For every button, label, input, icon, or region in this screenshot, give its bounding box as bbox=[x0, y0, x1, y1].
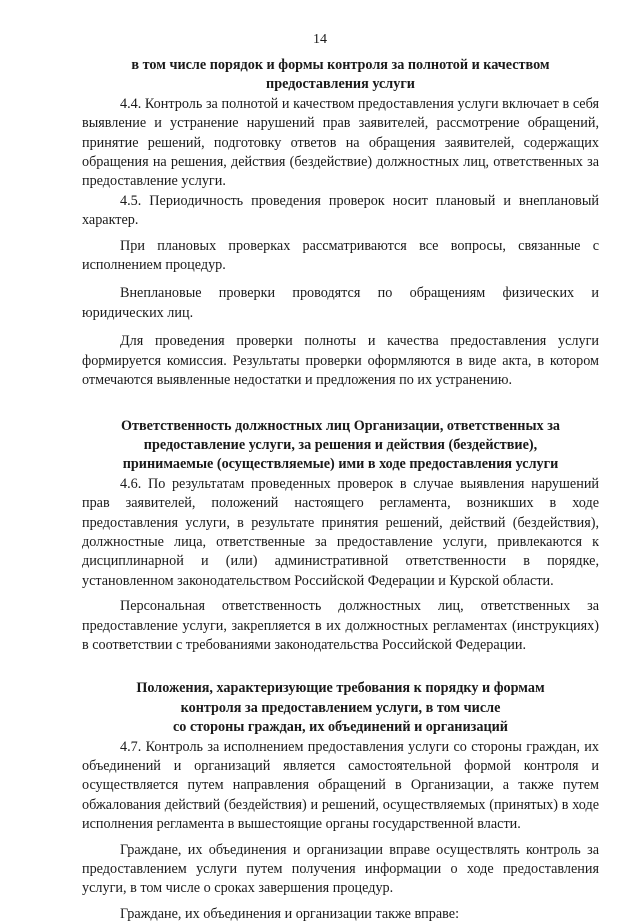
paragraph-4-6: 4.6. По результатам проведенных проверок в случае выявления нарушений прав заявителей, положений настоящего регламента, возникших в ходе предоставления услуги, в результате принятия решений, действий (бездействия), должностные лица, ответственные за предоставление услуги, привлекаются к дисциплинарной и (или) административной ответственности в порядке, установленном законодательством Российской Федерации и Курской области. bbox=[82, 475, 599, 589]
paragraph-citizen-rights: Граждане, их объединения и организации вправе осуществлять контроль за предоставлением услуги путем получения информации о ходе предоставления услуги, в том числе о сроках завершения процедур. bbox=[82, 841, 599, 897]
section-heading-responsibility bbox=[82, 417, 599, 475]
page-number: 14 bbox=[313, 32, 327, 47]
heading-line: контроля за предоставлением услуги, в том числе bbox=[180, 699, 501, 716]
paragraph-4-7: 4.7. Контроль за исполнением предоставления услуги со стороны граждан, их объединений и организаций является самостоятельной формой контроля и осуществляется путем направления обращений в Организации, а также путем обжалования действий (бездействия) и решений, осуществляемых (принятых) в ходе исполнения регламента в вышестоящие органы государственной власти. bbox=[82, 738, 599, 833]
paragraph-unplanned-checks: Внеплановые проверки проводятся по обращениям физических и юридических лиц. bbox=[82, 285, 599, 321]
heading-line: Положения, характеризующие требования к порядку и формам bbox=[136, 680, 545, 697]
heading-line: предоставления услуги bbox=[266, 76, 415, 93]
heading-line: предоставление услуги, за решения и действия (бездействие), bbox=[143, 436, 538, 453]
section-heading-citizen-control bbox=[82, 679, 599, 737]
heading-line: Ответственность должностных лиц Организации, ответственных за bbox=[121, 417, 560, 434]
paragraph-commission: Для проведения проверки полноты и качества предоставления услуги формируется комиссия. Результаты проверки оформляются в виде акта, в котором отмечаются выявленные недостатки и предложения по их устранению. bbox=[82, 333, 599, 389]
paragraph-planned-checks: При плановых проверках рассматриваются все вопросы, связанные с исполнением процедур. bbox=[82, 237, 599, 274]
document-body bbox=[82, 56, 599, 924]
paragraph-4-5: 4.5. Периодичность проведения проверок носит плановый и внеплановый характер. bbox=[82, 192, 599, 229]
heading-line: принимаемые (осуществляемые) ими в ходе предоставления услуги bbox=[122, 456, 559, 473]
paragraph-4-4: 4.4. Контроль за полнотой и качеством предоставления услуги включает в себя выявление и устранение нарушений прав заявителей, рассмотрение обращений, принятие решений, подготовку ответов на обращения заявителей, содержащих обращения на решения, действия (бездействие) должностных лиц, ответственных за предоставление услуги. bbox=[82, 95, 599, 190]
heading-line: со стороны граждан, их объединений и организаций bbox=[173, 719, 508, 736]
paragraph-citizen-also-entitled: Граждане, их объединения и организации также вправе: bbox=[120, 905, 460, 922]
heading-line: в том числе порядок и формы контроля за полнотой и качеством bbox=[131, 57, 550, 73]
paragraph-personal-responsibility: Персональная ответственность должностных лиц, ответственных за предоставление услуги, закрепляется в их должностных регламентах (инструкциях) в соответствии с требованиями законодательства Российской Федерации. bbox=[82, 598, 599, 653]
section-heading-control-forms bbox=[82, 56, 599, 95]
